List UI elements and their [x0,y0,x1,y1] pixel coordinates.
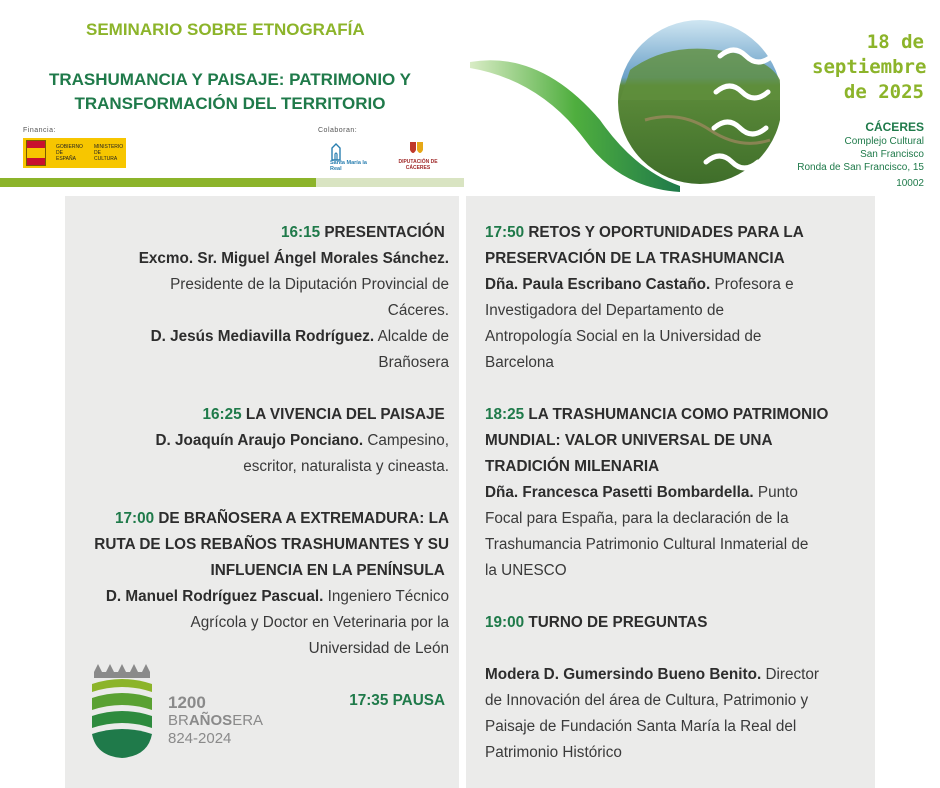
landscape-graphic [470,10,780,192]
session-retos [485,220,870,376]
dip-text: DIPUTACIÓN DE CÁCERES [398,159,438,171]
speaker-role: Brañosera [378,354,449,371]
moderator-role: Patrimonio Histórico [485,744,622,761]
ministry-text: MINISTERIO DE CULTURA [94,144,124,162]
speaker-role: Punto [757,484,798,501]
session-title: PAUSA [392,692,445,709]
session-time: 16:25 [202,406,242,423]
venue-line-3: Ronda de San Francisco, 15 [797,162,924,173]
light-stripe [316,178,464,187]
moderator-block [485,662,870,766]
logo-branosera [168,712,263,729]
session-title: MUNDIAL: VALOR UNIVERSAL DE UNA [485,432,773,449]
session-time: 19:00 [485,614,525,631]
speaker-role: Antropología Social en la Universidad de [485,328,762,345]
speaker-role: escritor, naturalista y cineasta. [243,458,449,475]
logo-branosera-c: ERA [232,712,264,729]
logo-branosera-b: AÑOS [188,712,233,729]
moderator-name: Modera D. Gumersindo Bueno Benito. [485,666,762,683]
session-title: DE BRAÑOSERA A EXTREMADURA: LA [158,510,449,527]
colaboran-label: Colaboran: [318,127,358,134]
venue-line-2: San Francisco [860,149,924,160]
diputacion-caceres-logo [386,140,450,174]
session-branosera [70,506,449,662]
speaker-name: Dña. Paula Escribano Castaño. [485,276,711,293]
session-preguntas [485,610,870,636]
header [0,0,940,192]
date-line-1: 18 de [866,31,924,53]
speaker-name: D. Jesús Mediavilla Rodríguez. [150,328,375,345]
speaker-role: Universidad de León [308,640,449,657]
session-time: 18:25 [485,406,525,423]
session-vivencia [70,402,449,480]
speaker-role: Ingeniero Técnico [327,588,449,605]
session-title: RUTA DE LOS REBAÑOS TRASHUMANTES Y SU [94,536,449,553]
event-title-line-1: TRASHUMANCIA Y PAISAJE: PATRIMONIO Y [48,70,412,89]
logo-1200: 1200 [168,693,206,712]
session-time: 17:50 [485,224,525,241]
session-time: 16:15 [280,224,321,241]
session-pausa [260,688,445,714]
speaker-role: la UNESCO [485,562,567,579]
speaker-role: Presidente de la Diputación Provincial de [170,276,449,293]
speaker-role: Profesora e [714,276,794,293]
branosera-1200-logo [88,660,264,760]
event-date [812,30,927,105]
session-title: TURNO DE PREGUNTAS [528,614,708,631]
event-title [30,68,430,116]
moderator-role: Paisaje de Fundación Santa María la Real del [485,718,797,735]
coat-of-arms-icon [26,140,46,166]
session-title: LA VIVENCIA DEL PAISAJE [245,406,445,423]
session-title: RETOS Y OPORTUNIDADES PARA LA [528,224,804,241]
santa-maria-la-real-logo [326,140,368,174]
speaker-name: D. Joaquín Araujo Ponciano. [155,432,364,449]
moderator-role: Director [765,666,820,683]
date-line-2: septiembre [812,56,927,78]
date-line-3: de 2025 [843,81,924,103]
city-label: CÁCERES [865,120,924,134]
session-presentacion [70,220,449,376]
logo-branosera-a: BR [168,712,189,729]
speaker-name: Dña. Francesca Pasetti Bombardella. [485,484,754,501]
event-title-line-2: TRANSFORMACIÓN DEL TERRITORIO [74,94,386,113]
sm-text: Santa María la Real [330,160,367,172]
speaker-role: Alcalde de [377,328,449,345]
branosera-emblem-icon [88,660,158,760]
session-title: PRESERVACIÓN DE LA TRASHUMANCIA [485,250,785,267]
session-title: TRADICIÓN MILENARIA [485,458,660,475]
venue-line-4: 10002 [896,178,924,189]
speaker-role: Barcelona [485,354,554,371]
speaker-role: Investigadora del Departamento de [485,302,724,319]
financia-label: Financia: [23,127,56,134]
speaker-role: Trashumancia Patrimonio Cultural Inmaterial de [485,536,809,553]
session-title: PRESENTACIÓN [324,224,445,241]
venue-line-1: Complejo Cultural [844,136,924,147]
green-stripe [0,178,316,187]
speaker-role: Cáceres. [387,302,449,319]
session-patrimonio [485,402,870,584]
session-title: INFLUENCIA EN LA PENÍNSULA [210,562,445,579]
session-time: 17:35 [349,692,389,709]
speaker-name: D. Manuel Rodríguez Pascual. [105,588,324,605]
gov-text: GOBIERNO DE ESPAÑA [56,144,83,162]
speaker-role: Campesino, [367,432,449,449]
gobierno-espana-logo [23,138,126,168]
diputacion-emblem-icon [386,140,450,160]
speaker-role: Agrícola y Doctor en Veterinaria por la [190,614,449,631]
moderator-role: de Innovación del área de Cultura, Patrimonio y [485,692,809,709]
speaker-role: Focal para España, para la declaración de la [485,510,789,527]
session-time: 17:00 [114,510,155,527]
session-title: LA TRASHUMANCIA COMO PATRIMONIO [528,406,829,423]
speaker-name: Excmo. Sr. Miguel Ángel Morales Sánchez. [138,250,449,267]
logo-years: 824-2024 [168,730,232,747]
seminar-label: SEMINARIO SOBRE ETNOGRAFÍA [86,20,365,39]
